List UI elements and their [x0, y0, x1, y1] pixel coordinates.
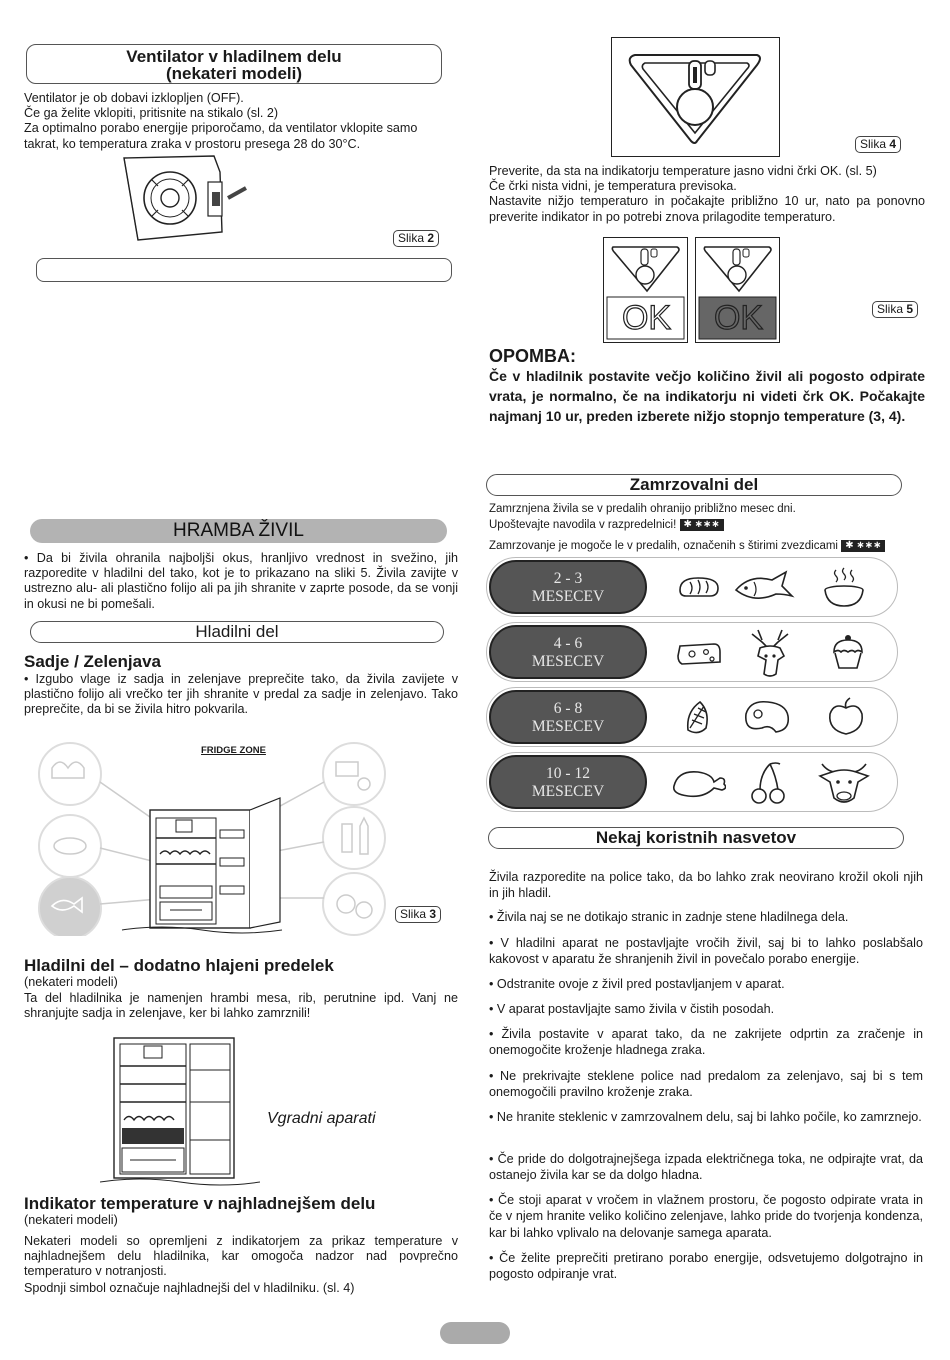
tip-item: • Odstranite ovoje z živil pred postavljanjem v aparat.	[489, 977, 785, 991]
months-range: 10 - 12	[546, 765, 590, 782]
built-in-appliances-label: Vgradni aparati	[267, 1110, 376, 1127]
cold-compartment-note: (nekateri modeli)	[24, 975, 118, 989]
months-unit: MESECEV	[531, 783, 605, 800]
months-badge	[489, 625, 647, 679]
tip-item: • Ne prekrivajte steklene police nad predalom za zelenjavo, saj bi s tem onemogočili pravilno kroženje zraka.	[489, 1069, 923, 1100]
cold-compartment-heading: Hladilni del – dodatno hlajeni predelek	[24, 956, 334, 975]
note-text: Če v hladilnik postavite večjo količino živil ali pogosto odpirate vrata, je normalno, če na indikatorju ni videti črk OK. Počakajte najmanj 10 ur, preden izberete nižjo stopnjo temperature (3, 4).	[489, 368, 925, 424]
figure-label-text: Slika	[398, 231, 425, 245]
storage-heading: HRAMBA ŽIVIL	[30, 519, 447, 543]
tips-section-heading: Nekaj koristnih nasvetov	[488, 827, 904, 849]
cold-compartment-text: Ta del hladilnika je namenjen hrambi mesa, rib, perutnine ipd. Vanj ne shranjujte sadja in zelenjave, ker bi lahko zamrznili!	[24, 991, 458, 1021]
tip-item: • Če želite preprečiti pretirano porabo energije, odsvetujemo dolgotrajno in pogosto odpiranje vrat.	[489, 1251, 923, 1282]
tip-item: • V hladilni aparat ne postavljajte vročih živil, saj bi to lahko poslabšalo kakovost v aparatu že shranjenih živil in povečalo porabo energije.	[489, 936, 923, 967]
fan-text-line: Ventilator je ob dobavi izklopljen (OFF).	[24, 91, 244, 105]
figure-label-text: Slika	[860, 137, 887, 151]
page-number-pill	[440, 1322, 510, 1344]
freezer-text-line: Zamrznjena živila se v predalih ohranijo približno mesec dni.	[489, 503, 796, 515]
cherry-icon	[748, 760, 788, 806]
figure-3-label	[395, 906, 441, 923]
tip-item: • V aparat postavljajte samo živila v čistih posodah.	[489, 1002, 775, 1016]
tip-item: • Če pride do dolgotrajnejšega izpada električnega toka, ne odpirajte vrat, da ostanejo živila kar se da dolgo hladna.	[489, 1152, 923, 1183]
fruit-vegetable-heading: Sadje / Zelenjava	[24, 652, 162, 671]
fridge-section-heading: Hladilni del	[30, 621, 444, 643]
fan-title-line1: Ventilator v hladilnem delu	[126, 47, 342, 66]
months-range: 6 - 8	[553, 700, 583, 717]
poultry-icon	[670, 766, 726, 800]
tip-item: Živila razporedite na police tako, da bo lahko zrak neovirano krožil okoli njih in jih hladil.	[489, 870, 923, 901]
months-unit: MESECEV	[531, 588, 605, 605]
figure-number: 2	[427, 231, 435, 245]
fan-switch-illustration	[118, 152, 248, 244]
freezer-text	[489, 501, 929, 554]
four-star-icon: ✱ ∗∗∗	[680, 519, 724, 531]
months-unit: MESECEV	[531, 653, 605, 670]
months-badge	[489, 690, 647, 744]
tip-item: • Živila postavite v aparat tako, da ne zakrijete odprtin za zračenje in onemogočite kroženje hladnega zraka.	[489, 1027, 923, 1058]
tip-item: • Če stoji aparat v vročem in vlažnem prostoru, če pogosto odpirate vrata in če v njem hranite veliko količino zelenjave, lahko pride do tvorjenja kondenza, kar bi lahko vplivalo na delovanje samega aparata.	[489, 1193, 923, 1240]
cow-icon	[816, 756, 872, 808]
built-in-fridge-illustration	[100, 1030, 260, 1190]
tip-item: • Živila naj se ne dotikajo stranic in zadnje stene hladilnega dela.	[489, 910, 849, 924]
check-text-line: Preverite, da sta na indikatorju temperature jasno vidni črki OK. (sl. 5)	[489, 164, 877, 178]
tip-item: • Ne hranite steklenic v zamrzovalnem delu, saj bi lahko počile, ko zamrznejo.	[489, 1110, 922, 1124]
fan-text	[24, 91, 454, 152]
fruit-vegetable-text: • Izgubo vlage iz sadja in zelenjave preprečite tako, da živila zavijete v plastično folijo ali vrečko ter jih shranite v predal za sadje in zelenjavo. Tako preprečite, da bi se živila hitro pokvarila.	[24, 672, 458, 717]
apple-icon	[826, 696, 866, 738]
deer-icon	[744, 626, 796, 680]
check-indicator-text	[489, 164, 925, 225]
freezer-text-span: Zamrzovanje je mogoče le v predalih, označenih s štirimi zvezdicami	[489, 540, 838, 552]
months-badge	[489, 755, 647, 809]
months-range: 2 - 3	[553, 570, 583, 587]
figure-4-label	[855, 136, 901, 153]
coldest-zone-symbol-figure	[611, 37, 780, 157]
figure-2-label	[393, 230, 439, 247]
months-range: 4 - 6	[553, 635, 583, 652]
temperature-indicator-text: Nekateri modeli so opremljeni z indikatorjem za prikaz temperature v najhladnejšem delu hladilnika, kar omogoča nadzor nad povprečno temperaturo v notranjosti.	[24, 1234, 458, 1279]
fridge-zone-illustration	[30, 738, 390, 936]
freezer-text-line	[489, 538, 929, 554]
figure-label-text: Slika	[400, 907, 427, 921]
meat-icon	[740, 696, 796, 736]
freezer-section-heading: Zamrzovalni del	[486, 474, 902, 496]
freezer-text-line	[489, 517, 929, 533]
fan-text-line: Za optimalno porabo energije priporočamo, da ventilator vklopite samo	[24, 121, 418, 136]
fridge-zone-label: FRIDGE ZONE	[201, 745, 266, 756]
months-badge	[489, 560, 647, 614]
check-text-line: Če črki nista vidni, je temperatura previsoka.	[489, 179, 737, 194]
four-star-icon: ✱ ∗∗∗	[841, 540, 885, 552]
figure-number: 3	[429, 907, 437, 921]
soup-bowl-icon	[822, 566, 868, 610]
temperature-indicator-note: (nekateri modeli)	[24, 1213, 118, 1227]
fan-title-line2: (nekateri modeli)	[165, 64, 303, 83]
freezer-text-span: Upoštevajte navodila v razpredelnici!	[489, 519, 677, 531]
note-heading: OPOMBA:	[489, 346, 576, 366]
months-unit: MESECEV	[531, 718, 605, 735]
ok-text-dark: OK	[713, 299, 764, 337]
storage-text: • Da bi živila ohranila najboljši okus, hranljivo vrednost in svežino, jih razporedite v hladilni del tako, kot je to prikazano na sliki 5. Živila zavijte v ustrezno alu- ali plastično folijo ali pa jih shranite v zaprte posode, da se vonji in okusi ne bi pomešali.	[24, 551, 458, 611]
check-text-line: Nastavite nižjo temperaturo in počakajte približno 10 ur, nato pa ponovno preverite indikator in po potrebi znova prilagodite temperaturo.	[489, 194, 925, 224]
fan-text-line: Če ga želite vklopiti, pritisnite na stikalo (sl. 2)	[24, 106, 279, 121]
temperature-indicator-heading: Indikator temperature v najhladnejšem delu	[24, 1194, 376, 1213]
fan-text-line: takrat, ko temperatura zraka v prostoru presega 28 do 30°C.	[24, 136, 361, 151]
figure-5-label	[872, 301, 918, 318]
figure-number: 4	[889, 137, 897, 151]
bread-icon	[676, 572, 722, 602]
fish-icon	[732, 568, 802, 608]
empty-section-box	[36, 258, 452, 282]
fan-section-heading	[26, 44, 442, 84]
figure-number: 5	[906, 302, 914, 316]
temperature-indicator-text-2: Spodnji simbol označuje najhladnejši del v hladilniku. (sl. 4)	[24, 1281, 355, 1295]
vegetable-icon	[682, 696, 716, 736]
cheese-icon	[676, 638, 722, 668]
cupcake-icon	[828, 632, 868, 672]
ok-text-light: OK	[621, 299, 672, 337]
figure-label-text: Slika	[877, 302, 904, 316]
